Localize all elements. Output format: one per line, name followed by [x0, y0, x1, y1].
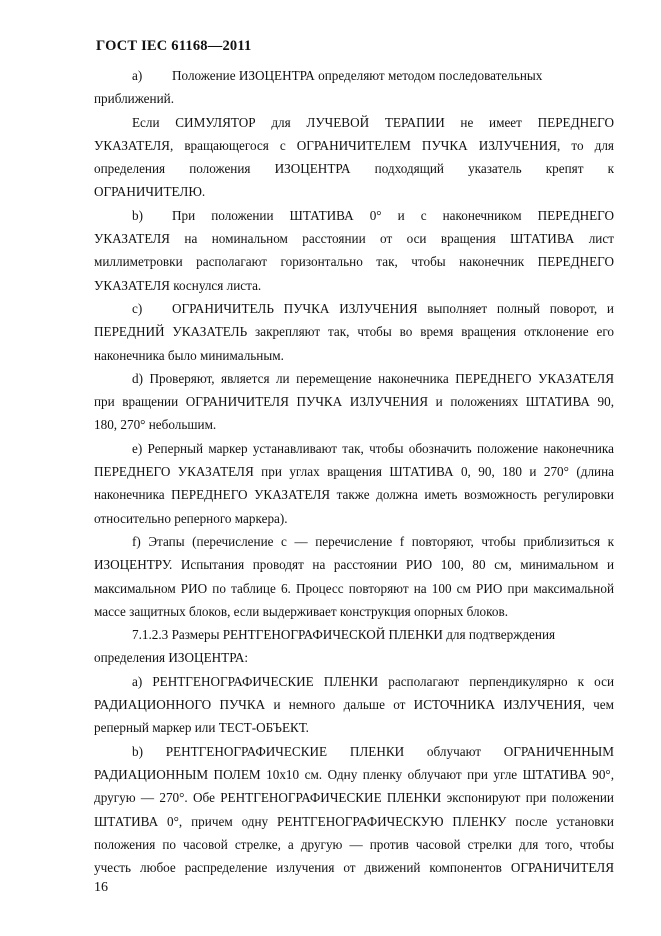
list-marker: a): [132, 68, 143, 83]
text-line: максимальном РИО по таблице 6. Процесс повторяют на 100 см РИО при максимальной: [94, 580, 614, 596]
list-item-text: ОГРАНИЧИТЕЛЬ ПУЧКА ИЗЛУЧЕНИЯ выполняет полный поворот, и: [172, 300, 614, 316]
text-line: ПЕРЕДНИЙ УКАЗАТЕЛЬ закрепляют так, чтобы во время вращения отклонение его: [94, 324, 614, 340]
text-line: массе защитных блоков, если выдерживает конструкция опорных блоков.: [94, 603, 509, 619]
text-line: учесть любое распределение излучения от движений компонентов ОГРАНИЧИТЕЛЯ: [94, 860, 614, 876]
text-line: положения по часовой стрелке, а другую — против часовой стрелки для того, чтобы: [94, 836, 614, 852]
text-line: УКАЗАТЕЛЯ коснулся листа.: [94, 277, 262, 293]
text-line: наконечника ПЕРЕДНЕГО УКАЗАТЕЛЯ также должна иметь возможность регулировки: [94, 487, 614, 503]
text-line: ПЕРЕДНЕГО УКАЗАТЕЛЯ при углах вращения ШТАТИВА 0, 90, 180 и 270° (длина: [94, 464, 614, 480]
text-line: 180, 270° небольшим.: [94, 417, 217, 433]
text-line: РАДИАЦИОННОГО ПУЧКА и немного дальше от ИСТОЧНИКА ИЗЛУЧЕНИЯ, чем: [94, 697, 614, 713]
text-line: a) РЕНТГЕНОГРАФИЧЕСКИЕ ПЛЕНКИ располагают перпендикулярно к оси: [132, 673, 614, 689]
text-line: ШТАТИВА 0°, причем одну РЕНТГЕНОГРАФИЧЕСКУЮ ПЛЕНКУ после установки: [94, 813, 614, 829]
text-line: [94, 204, 614, 227]
text-line: УКАЗАТЕЛЯ на номинальном расстоянии от оси вращения ШТАТИВА лист: [94, 231, 614, 247]
text-line: f) Этапы (перечисление c –– перечисление f повторяют, чтобы приблизиться к: [132, 533, 614, 549]
text-line: [94, 64, 614, 87]
document-header: ГОСТ IEC 61168—2011: [96, 38, 252, 54]
page-number: 16: [94, 880, 108, 895]
text-line: наконечника было минимальным.: [94, 347, 284, 363]
list-item-text: Положение ИЗОЦЕНТРА определяют методом последовательных: [172, 68, 543, 83]
text-line: определения ИЗОЦЕНТРА:: [94, 650, 249, 666]
text-line: ОГРАНИЧИТЕЛЮ.: [94, 184, 206, 200]
text-line: относительно реперного маркера).: [94, 510, 288, 526]
text-line: другую — 270°. Обе РЕНТГЕНОГРАФИЧЕСКИЕ ПЛЕНКИ экспонируют при положении: [94, 790, 614, 806]
text-line: d) Проверяют, является ли перемещение наконечника ПЕРЕДНЕГО УКАЗАТЕЛЯ: [132, 370, 614, 386]
text-line: приближений.: [94, 91, 174, 107]
text-line: [94, 297, 614, 320]
text-line: реперный маркер или ТЕСТ-ОБЪЕКТ.: [94, 720, 309, 736]
text-line: миллиметровки располагают горизонтально так, чтобы наконечник ПЕРЕДНЕГО: [94, 254, 614, 270]
list-marker: c): [132, 300, 143, 316]
text-line: РАДИАЦИОННЫМ ПОЛЕМ 10х10 см. Одну пленку облучают при угле ШТАТИВА 90°,: [94, 766, 614, 782]
text-line: УКАЗАТЕЛЯ, вращающегося с ОГРАНИЧИТЕЛЕМ ПУЧКА ИЗЛУЧЕНИЯ, то для: [94, 137, 614, 153]
text-line: e) Реперный маркер устанавливают так, чтобы обозначить положение наконечника: [132, 440, 614, 456]
text-line: Если СИМУЛЯТОР для ЛУЧЕВОЙ ТЕРАПИИ не имеет ПЕРЕДНЕГО: [132, 114, 614, 130]
text-line: при вращении ОГРАНИЧИТЕЛЯ ПУЧКА ИЗЛУЧЕНИЯ и положениях ШТАТИВА 90,: [94, 394, 614, 410]
text-line: b) РЕНТГЕНОГРАФИЧЕСКИЕ ПЛЕНКИ облучают ОГРАНИЧЕННЫМ: [132, 743, 614, 759]
text-line: 7.1.2.3 Размеры РЕНТГЕНОГРАФИЧЕСКОЙ ПЛЕНКИ для подтверждения: [132, 627, 556, 643]
document-body: [94, 64, 614, 879]
list-marker: b): [132, 207, 143, 223]
text-line: определения положения ИЗОЦЕНТРА подходящий указатель крепят к: [94, 161, 614, 177]
list-item-text: При положении ШТАТИВА 0° и с наконечником ПЕРЕДНЕГО: [172, 207, 614, 223]
text-line: ИЗОЦЕНТРУ. Испытания проводят на расстоянии РИО 100, 80 см, минимальном и: [94, 557, 614, 573]
